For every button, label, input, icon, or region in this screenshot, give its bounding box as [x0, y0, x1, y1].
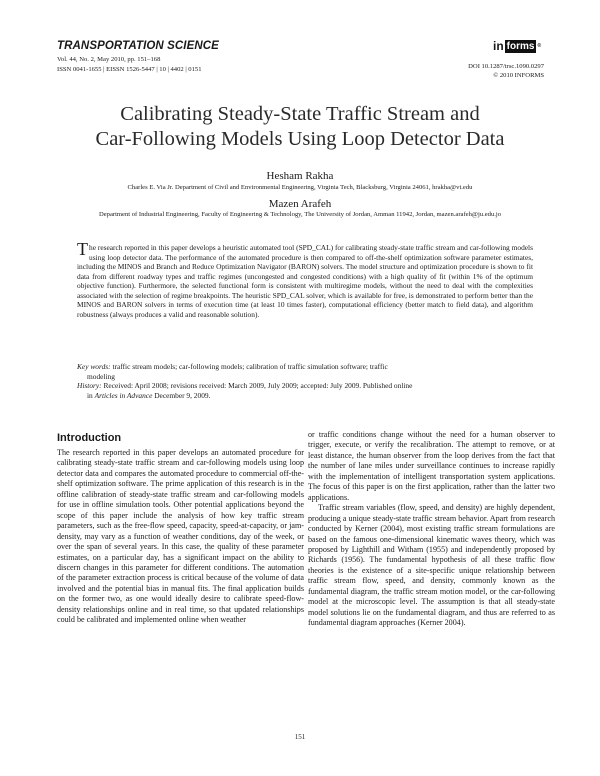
- history-in: in: [87, 390, 95, 400]
- author-name: Mazen Arafeh: [268, 198, 332, 210]
- page-number: 151: [294, 733, 306, 741]
- body-paragraph: The research reported in this paper develops an automated procedure for calibrating steady-state traffic stream and car-following models using loop detector data and compares the automated procedure to commercial off-the-shelf optimization software. The prime application of this research is in the offline calibration of steady-state traffic stream and car-following models for use in offline simulation tools. Other potential applications beyond the scope of this paper include the analysis of how key traffic stream parameters, such as the free-flow speed, capacity, speed-at-capacity, or jam-density, may vary as a function of weather conditions, day of the week, or over the span of several years. In this case, the quality of these parameter estimates, on a particular day, has a significant impact on the ability to discern changes in this parameter for different conditions. The automation of the parameter extraction process is critical because of the volume of data involved and the potential bias in manual fits. The final application builds on the former two, as one would ideally desire to calibrate speed-flow-density relationships online and in real time, so that updated relationships could be calibrated and implemented online when weather: [57, 448, 304, 625]
- body-paragraph: Traffic stream variables (flow, speed, and density) are highly dependent, producing a unique steady-state traffic stream behavior. Apart from research conducted by Kerner (2004), most existing traffic stream formulations are based on the famous one-dimensional kinematic waves theory, which was proposed by Lighthill and Witham (1955) and independently proposed by Richards (1956). The fundamental hypothesis of all these traffic flow theories is the existence of a site-specific unique relationship between traffic stream flow, speed, and density, commonly known as the fundamental diagram, the traffic stream motion model, or the car-following model at the microscopic level. The assumption is that all steady-state model solutions lie on the fundamental diagram, and thus are referred to as fundamental diagram approaches (Kerner 2004).: [308, 503, 555, 628]
- history-label: History:: [77, 381, 102, 390]
- keywords: [77, 362, 533, 381]
- paper-title: [40, 102, 560, 152]
- informs-logo: [493, 39, 542, 53]
- body-paragraph: or traffic conditions change without the need for a human observer to trigger, execute, or verify the recalibration. The attempt to remove, or at least distance, the human observer from the loop derives from the fact that the number of lane miles under surveillance continues to increase rapidly with the implementation of intelligent transportation system applications. The focus of this paper is on the first application, rather than the latter two applications.: [308, 430, 555, 502]
- history: [77, 381, 533, 400]
- author-affiliation: Charles E. Via Jr. Department of Civil and Environmental Engineering, Virginia Tech, Blacksburg, Virginia 24061, hrakha@vt.edu: [127, 184, 473, 191]
- title-line-2: Car-Following Models Using Loop Detector Data: [95, 128, 505, 150]
- keywords-label: Key words:: [77, 362, 111, 371]
- abstract-dropcap: T: [77, 239, 88, 259]
- history-text-cont: [77, 391, 533, 401]
- abstract: [77, 239, 533, 319]
- section-heading: Introduction: [57, 432, 122, 444]
- body-left-column: [57, 432, 304, 626]
- copyright: © 2010 INFORMS: [493, 72, 544, 79]
- doi: DOI 10.1287/trsc.1090.0297: [468, 63, 544, 70]
- body-right-column: [308, 430, 555, 629]
- keywords-text-cont: modeling: [87, 371, 115, 381]
- journal-name: TRANSPORTATION SCIENCE: [57, 40, 219, 52]
- history-articles-in-advance: Articles in Advance: [94, 390, 153, 400]
- informs-logo-box: forms: [506, 40, 535, 52]
- keywords-text: traffic stream models; car-following models; calibration of traffic simulation software; traffic: [112, 362, 388, 371]
- issn-line: ISSN 0041-1655 | EISSN 1526-5447 | 10 | 4402 | 0151: [57, 66, 202, 73]
- informs-logo-in: in: [493, 39, 504, 53]
- title-line-1: Calibrating Steady-State Traffic Stream and: [120, 103, 480, 125]
- history-text: Received: April 2008; revisions received: March 2009, July 2009; accepted: July 2009. Published online: [103, 381, 413, 390]
- abstract-text: he research reported in this paper develops a heuristic automated tool (SPD_CAL) for calibrating steady-state traffic stream and car-following models using loop detector data. The performance of the automated procedure is then compared to off-the-shelf optimization software parameter estimates, including the MINOS and Branch and Reduce Optimization Navigator (BARON) solvers. The model structure and optimization procedure is shown to fit data from different roadway types and traffic regimes (uncongested and congested conditions) with a high quality of fit (within 1% of the optimum objective function). Furthermore, the selected functional form is consistent with multiregime models, without the need to deal with the complexities associated with the selection of regime breakpoints. The heuristic SPD_CAL solver, which is available for free, is demonstrated to perform better than the MINOS and BARON solvers in terms of execution time (at least 10 times faster), computational efficiency (better match to field data), and algorithm robustness (always produces a valid and reasonable solution).: [77, 243, 533, 319]
- author-affiliation: Department of Industrial Engineering, Faculty of Engineering & Technology, The University of Jordan, Amman 11942, Jordan, mazen.arafeh@ju.edu.jo: [98, 211, 502, 218]
- history-date: December 9, 2009.: [152, 390, 211, 400]
- volume-line: Vol. 44, No. 2, May 2010, pp. 151–168: [57, 56, 161, 63]
- author-name: Hesham Rakha: [266, 170, 334, 182]
- informs-registered-mark: ®: [537, 43, 542, 49]
